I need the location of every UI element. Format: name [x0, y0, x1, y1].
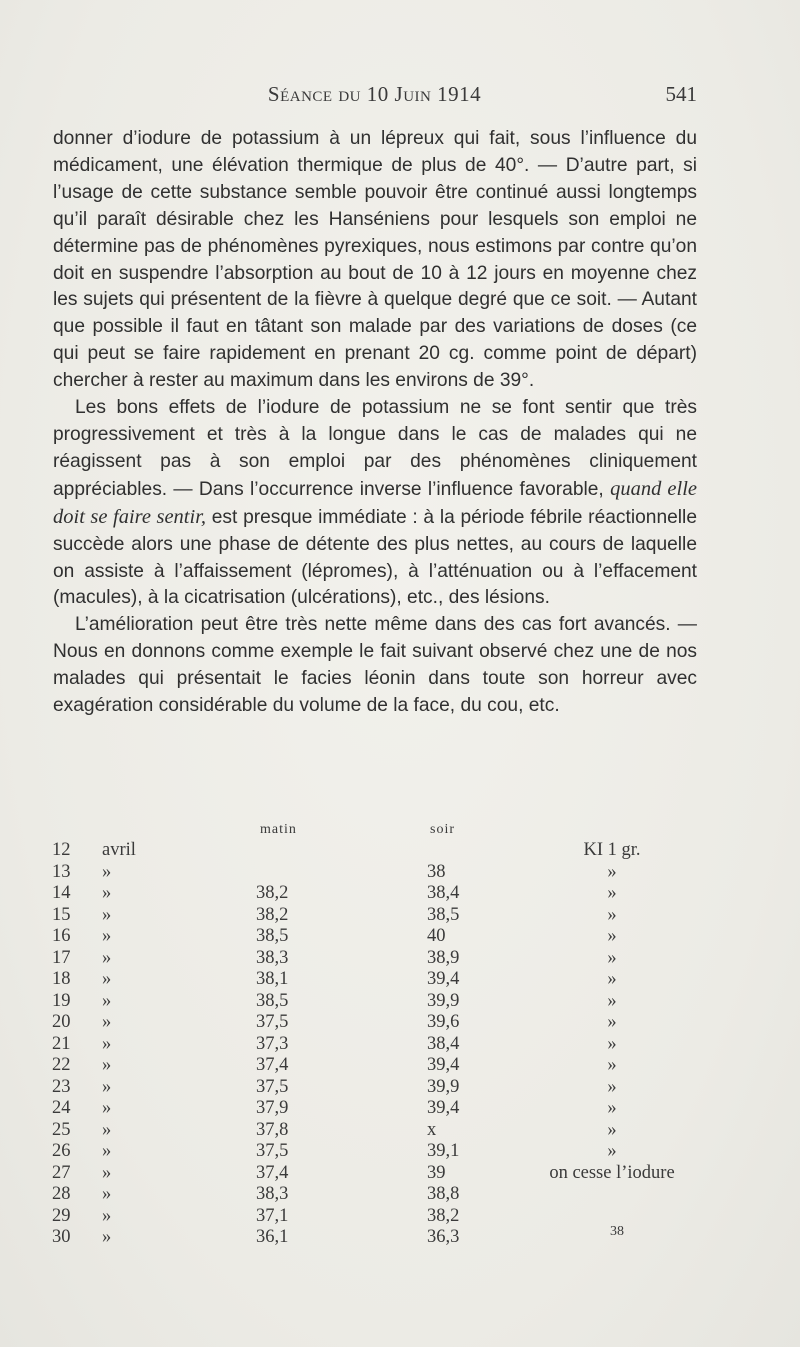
table-row	[52, 1206, 702, 1228]
cell-day: 26	[52, 1141, 71, 1161]
table-row	[52, 1012, 702, 1034]
table-row	[52, 1077, 702, 1099]
cell-note: »	[607, 926, 617, 946]
cell-soir: 38,9	[427, 947, 460, 968]
cell-month: »	[102, 969, 112, 989]
cell-month: »	[102, 1076, 112, 1097]
cell-soir: x	[427, 1119, 437, 1140]
table-row	[52, 1120, 702, 1142]
cell-day: 24	[52, 1098, 71, 1118]
cell-soir: 36,3	[427, 1227, 460, 1247]
cell-soir: 38,5	[427, 904, 460, 925]
page-number: 541	[665, 82, 697, 106]
cell-soir: 39,4	[427, 969, 460, 989]
table-row	[52, 1098, 702, 1120]
cell-soir: 39,6	[427, 1012, 460, 1032]
cell-matin: 36,1	[256, 1227, 289, 1247]
cell-note: »	[607, 990, 617, 1011]
cell-soir: 39,9	[427, 990, 460, 1011]
cell-soir: 38	[427, 861, 446, 882]
cell-day: 14	[52, 883, 71, 903]
paragraph-continued: donner d’iodure de potassium à un lépreux qui fait, sous l’influence du médicament, une élévation thermique de plus de 40°. — D’autre part, si l’usage de cette substance semble pouvoir être continué aussi longtemps qu’il paraît désirable chez les Hanséniens pour lesquels son emploi ne détermine pas de phénomènes pyrexiques, nous estimons par contre qu’on doit en suspendre l’absorption au bout de 10 à 12 jours en moyenne chez les sujets qui présentent de la fièvre à quelque degré que ce soit. — Autant que possible il faut en tâtant son malade par des variations de doses (ce qui peut se faire rapidement en prenant 20 cg. comme point de départ) chercher à rester au maximum dans les environs de 39°.	[53, 128, 697, 392]
cell-soir: 39,9	[427, 1076, 460, 1097]
cell-note: »	[607, 883, 617, 903]
cell-soir: 38,4	[427, 1033, 460, 1054]
cell-soir: 39,1	[427, 1141, 460, 1161]
temperature-table	[52, 822, 702, 1249]
cell-month: »	[102, 1141, 112, 1161]
cell-soir: 38,8	[427, 1184, 460, 1204]
cell-soir: 39,4	[427, 1055, 460, 1075]
cell-note: »	[607, 1141, 617, 1161]
cell-day: 27	[52, 1162, 71, 1183]
cell-soir: 38,4	[427, 883, 460, 903]
cell-note: »	[607, 1033, 617, 1054]
cell-month: »	[102, 1012, 112, 1032]
cell-day: 21	[52, 1033, 71, 1054]
cell-note: KI 1 gr.	[583, 840, 641, 860]
cell-note: »	[607, 1119, 617, 1140]
table-row	[52, 991, 702, 1013]
cell-matin: 37,4	[256, 1055, 289, 1075]
cell-matin: 38,5	[256, 926, 289, 946]
column-header-soir: soir	[430, 822, 455, 837]
cell-matin: 38,5	[256, 990, 289, 1011]
cell-matin: 37,3	[256, 1033, 289, 1054]
paragraph-example: L’amélioration peut être très nette même dans des cas fort avancés. — Nous en donnons comme exemple le fait suivant observé chez une de nos malades qui présentait le facies léonin dans toute son horreur avec exagération considérable du volume de la face, du cou, etc.	[53, 614, 697, 717]
cell-month: »	[102, 883, 112, 903]
cell-day: 29	[52, 1205, 71, 1226]
cell-month: »	[102, 1227, 112, 1247]
cell-day: 13	[52, 861, 71, 882]
cell-note: »	[607, 947, 617, 968]
cell-soir: 40	[427, 926, 446, 946]
table-body	[52, 840, 702, 1249]
column-header-matin: matin	[260, 822, 297, 837]
table-row	[52, 840, 702, 862]
cell-day: 12	[52, 840, 71, 860]
table-header-row	[52, 822, 702, 840]
cell-month: »	[102, 1033, 112, 1054]
cell-matin: 37,8	[256, 1119, 289, 1140]
cell-matin: 38,1	[256, 969, 289, 989]
cell-month: »	[102, 990, 112, 1011]
cell-note: »	[607, 1076, 617, 1097]
cell-matin: 38,2	[256, 904, 289, 925]
table-row	[52, 883, 702, 905]
cell-soir: 39,4	[427, 1098, 460, 1118]
cell-month: »	[102, 1162, 112, 1183]
cell-month: »	[102, 1205, 112, 1226]
table-row	[52, 926, 702, 948]
table-row	[52, 1184, 702, 1206]
cell-soir: 39	[427, 1162, 446, 1183]
cell-note: »	[607, 861, 617, 882]
cell-soir: 38,2	[427, 1205, 460, 1226]
cell-month: »	[102, 947, 112, 968]
cell-note: »	[607, 1098, 617, 1118]
cell-matin: 37,5	[256, 1012, 289, 1032]
cell-month: »	[102, 926, 112, 946]
table-row	[52, 905, 702, 927]
body-text	[53, 126, 697, 720]
table-row	[52, 948, 702, 970]
cell-day: 20	[52, 1012, 71, 1032]
cell-matin: 37,9	[256, 1098, 289, 1118]
cell-month: »	[102, 861, 112, 882]
cell-matin: 38,2	[256, 883, 289, 903]
signature-mark: 38	[610, 1224, 624, 1239]
paragraph-effects: Les bons effets de l’iodure de potassium ne se font sentir que très progressivement et très à la longue dans le cas de malades qui ne réagissent pas à son emploi par des phénomènes cliniquement appréciables. — Dans l’occurrence inverse l’influence favorable, quand elle doit se faire sentir, est presque immédiate : à la période fébrile réactionnelle succède alors une phase de détente des plus nettes, au cours de laquelle on assiste à l’affaissement (lépromes), à l’atténuation ou à l’effacement (macules), à la cicatrisation (ulcérations), etc., des lésions.	[53, 397, 697, 609]
running-head-title: Séance du 10 Juin 1914	[267, 82, 482, 106]
italic-phrase: quand elle doit se faire sentir,	[53, 477, 697, 528]
cell-day: 28	[52, 1184, 71, 1204]
table-row	[52, 969, 702, 991]
cell-month: avril	[102, 840, 136, 860]
cell-matin: 37,1	[256, 1205, 289, 1226]
table-row	[52, 862, 702, 884]
cell-note: »	[607, 1055, 617, 1075]
cell-day: 22	[52, 1055, 71, 1075]
cell-day: 30	[52, 1227, 71, 1247]
cell-month: »	[102, 1119, 112, 1140]
table-row	[52, 1141, 702, 1163]
cell-note: »	[607, 904, 617, 925]
cell-matin: 38,3	[256, 947, 289, 968]
cell-month: »	[102, 1055, 112, 1075]
cell-month: »	[102, 904, 112, 925]
cell-day: 19	[52, 990, 71, 1011]
cell-matin: 38,3	[256, 1184, 289, 1204]
cell-note: on cesse l’iodure	[549, 1162, 675, 1183]
cell-day: 25	[52, 1119, 71, 1140]
running-head	[52, 82, 697, 112]
cell-day: 18	[52, 969, 71, 989]
cell-month: »	[102, 1098, 112, 1118]
cell-day: 15	[52, 904, 71, 925]
cell-day: 17	[52, 947, 71, 968]
table-row	[52, 1163, 702, 1185]
cell-matin: 37,5	[256, 1141, 289, 1161]
cell-day: 23	[52, 1076, 71, 1097]
cell-month: »	[102, 1184, 112, 1204]
cell-matin: 37,5	[256, 1076, 289, 1097]
cell-note: »	[607, 969, 617, 989]
cell-matin: 37,4	[256, 1162, 289, 1183]
table-row	[52, 1227, 702, 1249]
table-row	[52, 1034, 702, 1056]
cell-day: 16	[52, 926, 71, 946]
cell-note: »	[607, 1012, 617, 1032]
table-row	[52, 1055, 702, 1077]
